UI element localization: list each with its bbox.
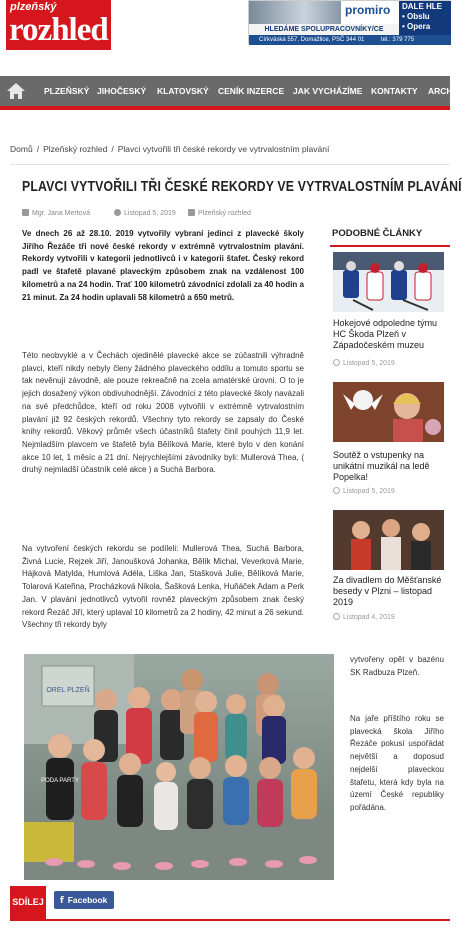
breadcrumb: Domů / Plzeňský rozhled / Plavci vytvořili tři české rekordy ve vytrvalostním plavání <box>10 144 330 154</box>
related-thumb-divadlo[interactable] <box>333 510 444 570</box>
hockey-photo <box>333 252 444 312</box>
related-date-1 <box>333 359 395 367</box>
category-text: Plzeňský rozhled <box>198 210 251 217</box>
related-headline-2[interactable]: Soutěž o vstupenky na unikátní muzikál na ledě Popelka! <box>333 450 430 482</box>
publish-date-text: Listopad 5, 2019 <box>124 210 176 217</box>
related-thumb-popelka[interactable] <box>333 382 444 442</box>
nav-accent-line <box>0 106 450 110</box>
banner-brand: promiro <box>345 3 391 17</box>
clock-icon <box>333 487 340 494</box>
related-date-3-text: Listopad 4, 2019 <box>343 614 395 621</box>
breadcrumb-home[interactable]: Domů <box>10 144 33 154</box>
article-lead: Ve dnech 26 až 28.10. 2019 vytvořily vybraní jedinci z plavecké školy Jiřího Řezáče tři nové české rekordy v extrémně vytrvalostním plavání. Rekordy vytvořili v kategorii jednotlivců i v kategorii štafet. Český rekord padl ve štafetě plavané plaveckým způsobem znak na vzdálenost 100 kilometrů a na 24 hodin. Trať 100 kilometrů závodníci zdolali za 40 hodin a 21 minut. Za 24 hodin uplavali 58 kilometrů a 650 metrů. <box>22 229 304 302</box>
article-paragraph-3: Na jaře příštího roku se plavecká škola Jiřího Řezáče pokusí uspořádat největší a doposud nejdelší plaveckou štafetu, která kdy byla na území České republiky pořádána. <box>350 714 444 812</box>
related-articles-title: PODOBNÉ ČLÁNKY <box>332 228 423 239</box>
publish-date <box>114 209 176 217</box>
article-paragraph-2: Na vytvoření českých rekordu se podíleli: Mullerová Thea, Suchá Barbora, Živná Lucie, Rejzek Jiří, Janoušková Johanka, Bělík Michal, Veverková Marie, Hájková Matylda, Humlová Adéla, Liška Jan, Stašková Julie, Bělíková Marie, Tolarová Kateřina, Procházková Nikola, Šašková Lenka, Huňáček Adam a Perk Jan. V plavání jednotlivců vytvořil rovněž plaveckým způsobem znak český rekord Řezáč Jiří, který uplaval 10 kilometrů za 2 hodiny, 42 minut a 26 sekund. Všechny tři rekordy byly <box>22 544 304 630</box>
facebook-icon: f <box>60 896 64 906</box>
article-title: PLAVCI VYTVOŘILI TŘI ČESKÉ REKORDY VE VYTRVALOSTNÍM PLAVÁNÍ <box>22 178 462 195</box>
logo-big-text: rozhled <box>9 12 108 48</box>
banner-image <box>249 1 341 24</box>
divider <box>10 164 450 165</box>
nav-item-klatovsky[interactable]: KLATOVSKÝ <box>157 86 209 96</box>
site-header <box>0 0 450 58</box>
related-headline-3[interactable]: Za divadlem do Měšťanské besedy v Plzni – listopad 2019 <box>333 575 442 607</box>
folder-icon <box>188 209 195 216</box>
clock-icon <box>333 359 340 366</box>
home-icon[interactable] <box>6 81 26 101</box>
header-ad-banner[interactable] <box>248 0 450 44</box>
clock-icon <box>114 209 121 216</box>
breadcrumb-section[interactable]: Plzeňský rozhled <box>43 144 108 154</box>
nav-item-jihocesky[interactable]: JIHOČESKÝ <box>97 86 147 96</box>
share-accent-line <box>10 919 450 921</box>
article-paragraph-1: Této neobvyklé a v Čechách ojedinělé plavecké akce se zúčastnili výhradně plavci, kteří nikdy nebyly členy žádného plaveckého oddílu a tomuto sportu se tak nevěnují závodně, ale pouze rekreačně na zcela amatérské úrovni. O to je jejich dosažený výkon obdivuhodnější. Závodníci z této plavecké školy navázali na své předchůdce, kteří od roku 2008 vytvořili v extrémně vytrvalostním plavání již 92 českých rekordů. Všechny tyto rekordy se zapsaly do České knihy rekordů. Věkový průměr všech účastníků štafety činil pouhých 11,9 let. Nejmladším plavcem ve štafetě byla Bělíková Marie, které bylo v den konání akce 10 let, 1 měsíc a 21 dní. Nejrychlejšími závodníky byli: Mullerová Thea, ( druhý nejmladší účastník celé akce ) a Suchá Barbora. <box>22 351 304 475</box>
main-navigation <box>0 76 453 106</box>
category[interactable] <box>188 209 251 217</box>
related-date-2 <box>333 487 395 495</box>
swimmers-group-photo <box>24 654 334 880</box>
popelka-photo <box>333 382 444 442</box>
nav-item-cenik-inzerce[interactable]: CENÍK INZERCE <box>218 86 285 96</box>
nav-item-kontakty[interactable]: KONTAKTY <box>371 86 418 96</box>
banner-address: Církváská 557, Domažlice, PSČ 344 01 tel.: 379 775 <box>249 35 451 45</box>
related-date-2-text: Listopad 5, 2019 <box>343 488 395 495</box>
theatre-photo <box>333 510 444 570</box>
facebook-share-label: Facebook <box>67 895 108 905</box>
related-thumb-hockey[interactable] <box>333 252 444 312</box>
related-date-3 <box>333 613 395 621</box>
swimmers-photo-image <box>24 654 334 880</box>
site-logo[interactable] <box>6 0 111 50</box>
photo-shirt-text: PODA PARTY <box>41 778 79 784</box>
author-name: Mgr. Jana Mertová <box>32 210 90 217</box>
breadcrumb-current: Plavci vytvořili tři české rekordy ve vytrvalostním plavání <box>117 144 330 154</box>
nav-item-jak-vychazime[interactable]: JAK VYCHÁZÍME <box>293 86 363 96</box>
user-icon <box>22 209 29 216</box>
author[interactable] <box>22 209 90 217</box>
article-paragraph-2-continued: vytvořeny opět v bazénu SK Radbuza Plzeň. <box>350 655 444 677</box>
nav-item-archiv[interactable]: ARCH <box>428 86 453 96</box>
logo-small-text: plzeňský <box>10 1 57 13</box>
banner-hiring-text: HLEDÁME SPOLUPRACOVNÍKY/CE <box>249 24 399 35</box>
share-label: SDÍLEJ <box>10 886 46 919</box>
nav-item-plzensky[interactable]: PLZEŇSKÝ <box>44 86 90 96</box>
banner-offer: DALE HLE • Obslu • Opera <box>399 1 451 35</box>
sidebar-accent-line <box>330 245 450 247</box>
photo-sign-text: OREL PLZEŇ <box>46 687 90 694</box>
clock-icon <box>333 613 340 620</box>
facebook-share-button[interactable] <box>54 891 114 909</box>
related-date-1-text: Listopad 5, 2019 <box>343 360 395 367</box>
related-headline-1[interactable]: Hokejové odpoledne týmu HC Škoda Plzeň v Západočeském muzeu <box>333 318 438 350</box>
